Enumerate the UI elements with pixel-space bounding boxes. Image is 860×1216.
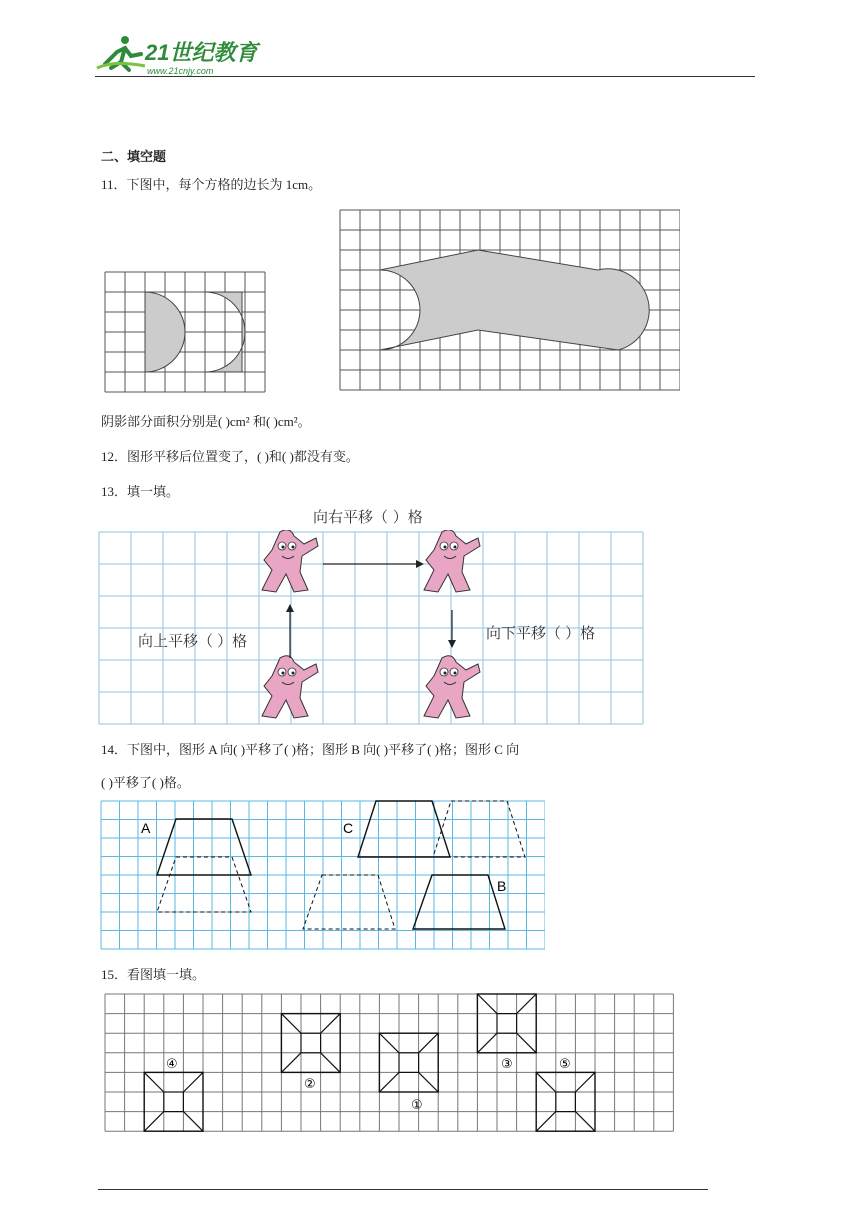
q14-stem-line1: 14．下图中，图形 A 向( )平移了( )格；图形 B 向( )平移了( )格；图形 C 向 — [101, 742, 520, 757]
cartoon-figure-icon — [262, 656, 318, 718]
logo-url-text: www.21cnjy.com — [147, 66, 214, 76]
header-rule — [95, 76, 755, 77]
label-a: A — [141, 820, 151, 836]
label-3: ③ — [501, 1056, 513, 1071]
q13-down-label: 向下平移（ ）格 — [486, 625, 596, 642]
half-circle-shape — [145, 292, 185, 372]
q11-figure-left — [100, 265, 268, 395]
trapezoid-a — [157, 819, 251, 875]
frame-2 — [281, 1014, 340, 1073]
q13-right-label: 向右平移（ ）格 — [313, 508, 423, 526]
runner-icon — [97, 36, 145, 70]
q15-stem: 15．看图填一填。 — [101, 967, 206, 982]
cartoon-figure-icon — [262, 530, 318, 592]
trapezoid-a-moved — [157, 857, 251, 912]
label-4: ④ — [166, 1056, 178, 1071]
q14-stem-line2: ( )平移了( )格。 — [101, 775, 190, 790]
label-5: ⑤ — [559, 1056, 571, 1071]
label-c: C — [343, 820, 354, 836]
section-title: 二、填空题 — [101, 150, 167, 165]
label-1: ① — [411, 1097, 423, 1112]
label-2: ② — [304, 1076, 316, 1091]
q14-figure — [99, 799, 545, 951]
q11-stem: 11．下图中，每个方格的边长为 1cm。 — [101, 177, 322, 192]
trapezoid-b-moved — [303, 875, 395, 929]
frame-1 — [379, 1033, 438, 1092]
trapezoid-c — [358, 801, 450, 857]
footer-rule — [98, 1189, 708, 1190]
trapezoid-b — [413, 875, 505, 929]
q13-stem: 13．填一填。 — [101, 484, 180, 499]
q11-answer: 阴影部分面积分别是( )cm² 和( )cm²。 — [101, 414, 311, 429]
frame-4 — [144, 1072, 203, 1131]
q13-figure — [98, 530, 646, 726]
cartoon-figure-icon — [424, 656, 480, 718]
logo — [95, 30, 265, 78]
q12-stem: 12．图形平移后位置变了，( )和( )都没有变。 — [101, 449, 359, 464]
cartoon-figure-icon — [424, 530, 480, 592]
q13-up-label: 向上平移（ ）格 — [138, 633, 248, 650]
q15-figure — [104, 993, 676, 1135]
frame-3 — [477, 994, 536, 1053]
shoe-shape — [380, 250, 649, 350]
logo-main-text: 21世纪教育 — [145, 40, 258, 65]
frame-5 — [536, 1072, 595, 1131]
label-b: B — [497, 878, 507, 894]
q11-figure-right — [338, 208, 680, 396]
